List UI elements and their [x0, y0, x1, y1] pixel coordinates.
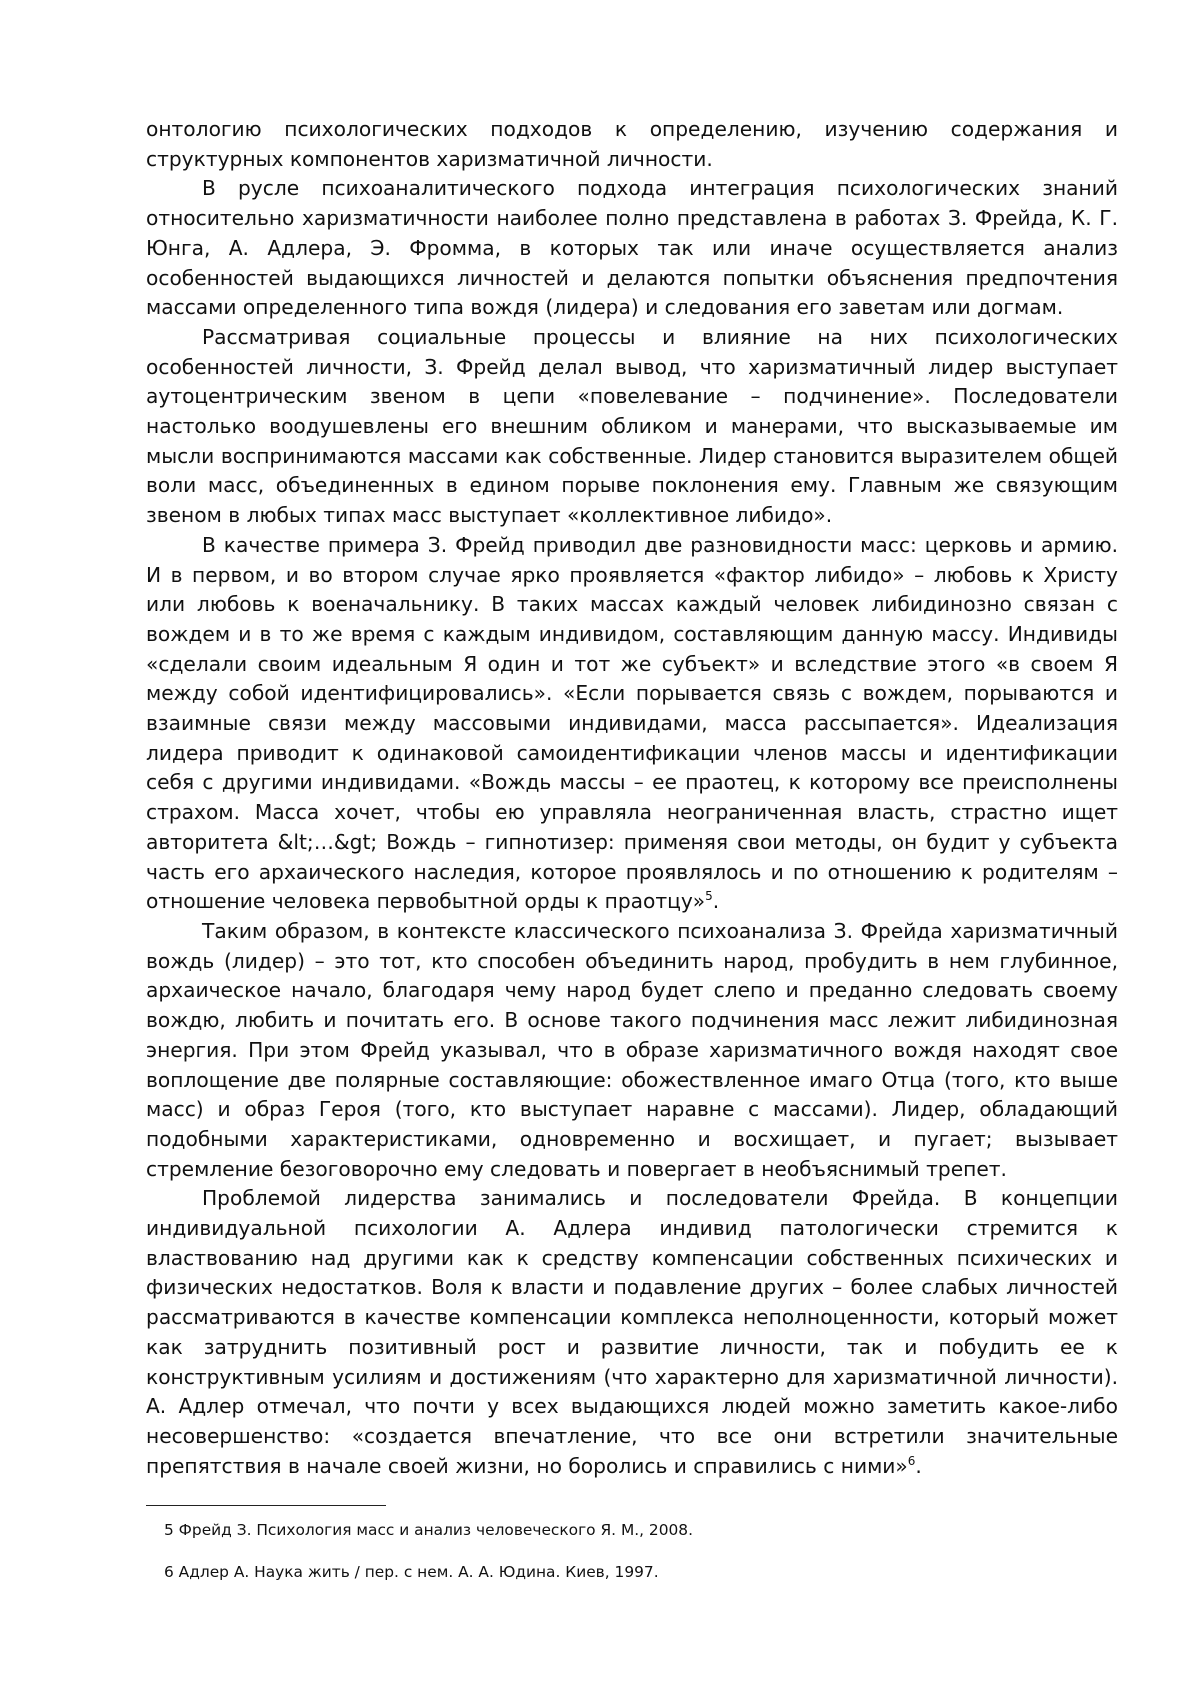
footnote-6: 6 Адлер А. Наука жить / пер. с нем. А. А. Юдина. Киев, 1997.	[164, 1563, 659, 1581]
paragraph-1	[146, 115, 1118, 174]
paragraph-5	[146, 917, 1118, 1184]
paragraph-1-text: онтологию психологических подходов к определению, изучению содержания и структурных компонентов харизматичной личности.	[146, 117, 1118, 171]
footnote-ref-6[interactable]: 6	[907, 1453, 916, 1468]
footnotes	[164, 1521, 1104, 1605]
paragraph-4-end: .	[712, 889, 720, 914]
body-text	[146, 115, 1118, 1481]
paragraph-6-text: Проблемой лидерства занимались и последователи Фрейда. В концепции индивидуальной психологии А. Адлера индивид патологически стремится к властвованию над другими как к средству компенсации собственных психических и физических недостатков. Воля к власти и подавление других – более слабых личностей рассматриваются в качестве компенсации комплекса неполноценности, который может как затруднить позитивный рост и развитие личности, так и побудить ее к конструктивным усилиям и достижениям (что характерно для харизматичной личности). А. Адлер отмечал, что почти у всех выдающихся людей можно заметить какое-либо несовершенство: «создается впечатление, что все они встретили значительные препятствия в начале своей жизни, но боролись и справились с ними»	[146, 1186, 1118, 1478]
paragraph-4	[146, 531, 1118, 917]
footnote-separator	[146, 1505, 386, 1506]
paragraph-3	[146, 323, 1118, 531]
paragraph-4-text: В качестве примера З. Фрейд приводил две разновидности масс: церковь и армию. И в первом, и во втором случае ярко проявляется «фактор либидо» – любовь к Христу или любовь к военачальнику. В таких массах каждый человек либидинозно связан с вождем и в то же время с каждым индивидом, составляющим данную массу. Индивиды «сделали своим идеальным Я один и тот же субъект» и вследствие этого «в своем Я между собой идентифицировались». «Если порывается связь с вождем, порываются и взаимные связи между массовыми индивидами, масса рассыпается». Идеализация лидера приводит к одинаковой самоидентификации членов массы и идентификации себя с другими индивидами. «Вождь массы – ее праотец, к которому все преисполнены страхом. Масса хочет, чтобы ею управляла неограниченная власть, страстно ищет авторитета &lt;…&gt; Вождь – гипнотизер: применяя свои методы, он будит у субъекта часть его архаического наследия, которое проявлялось и по отношению к родителям – отношение человека первобытной орды к праотцу»	[146, 532, 1118, 914]
paragraph-5-text: Таким образом, в контексте классического психоанализа З. Фрейда харизматичный вождь (лидер) – это тот, кто способен объединить народ, пробудить в нем глубинное, архаическое начало, благодаря чему народ будет слепо и преданно следовать своему вождю, любить и почитать его. В основе такого подчинения масс лежит либидинозная энергия. При этом Фрейд указывал, что в образе харизматичного вождя находят свое воплощение две полярные составляющие: обожествленное имаго Отца (того, кто выше масс) и образ Героя (того, кто выступает наравне с массами). Лидер, обладающий подобными характеристиками, одновременно и восхищает, и пугает; вызывает стремление безоговорочно ему следовать и повергает в необъяснимый трепет.	[146, 918, 1118, 1181]
paragraph-6	[146, 1184, 1118, 1481]
footnote-5: 5 Фрейд З. Психология масс и анализ человеческого Я. М., 2008.	[164, 1521, 693, 1539]
footnote-ref-5[interactable]: 5	[705, 889, 713, 904]
paragraph-6-end: .	[915, 1453, 922, 1478]
paragraph-2-text: В русле психоаналитического подхода интеграция психологических знаний относительно харизматичности наиболее полно представлена в работах З. Фрейда, К. Г. Юнга, А. Адлера, Э. Фромма, в которых так или иначе осуществляется анализ особенностей выдающихся личностей и делаются попытки объяснения предпочтения массами определенного типа вождя (лидера) и следования его заветам или догмам.	[146, 176, 1118, 320]
paragraph-2	[146, 174, 1118, 323]
paragraph-3-text: Рассматривая социальные процессы и влияние на них психологических особенностей личности, З. Фрейд делал вывод, что харизматичный лидер выступает аутоцентрическим звеном в цепи «повелевание – подчинение». Последователи настолько воодушевлены его внешним обликом и манерами, что высказываемые им мысли воспринимаются массами как собственные. Лидер становится выразителем общей воли масс, объединенных в едином порыве поклонения ему. Главным же связующим звеном в любых типах масс выступает «коллективное либидо».	[146, 324, 1118, 528]
